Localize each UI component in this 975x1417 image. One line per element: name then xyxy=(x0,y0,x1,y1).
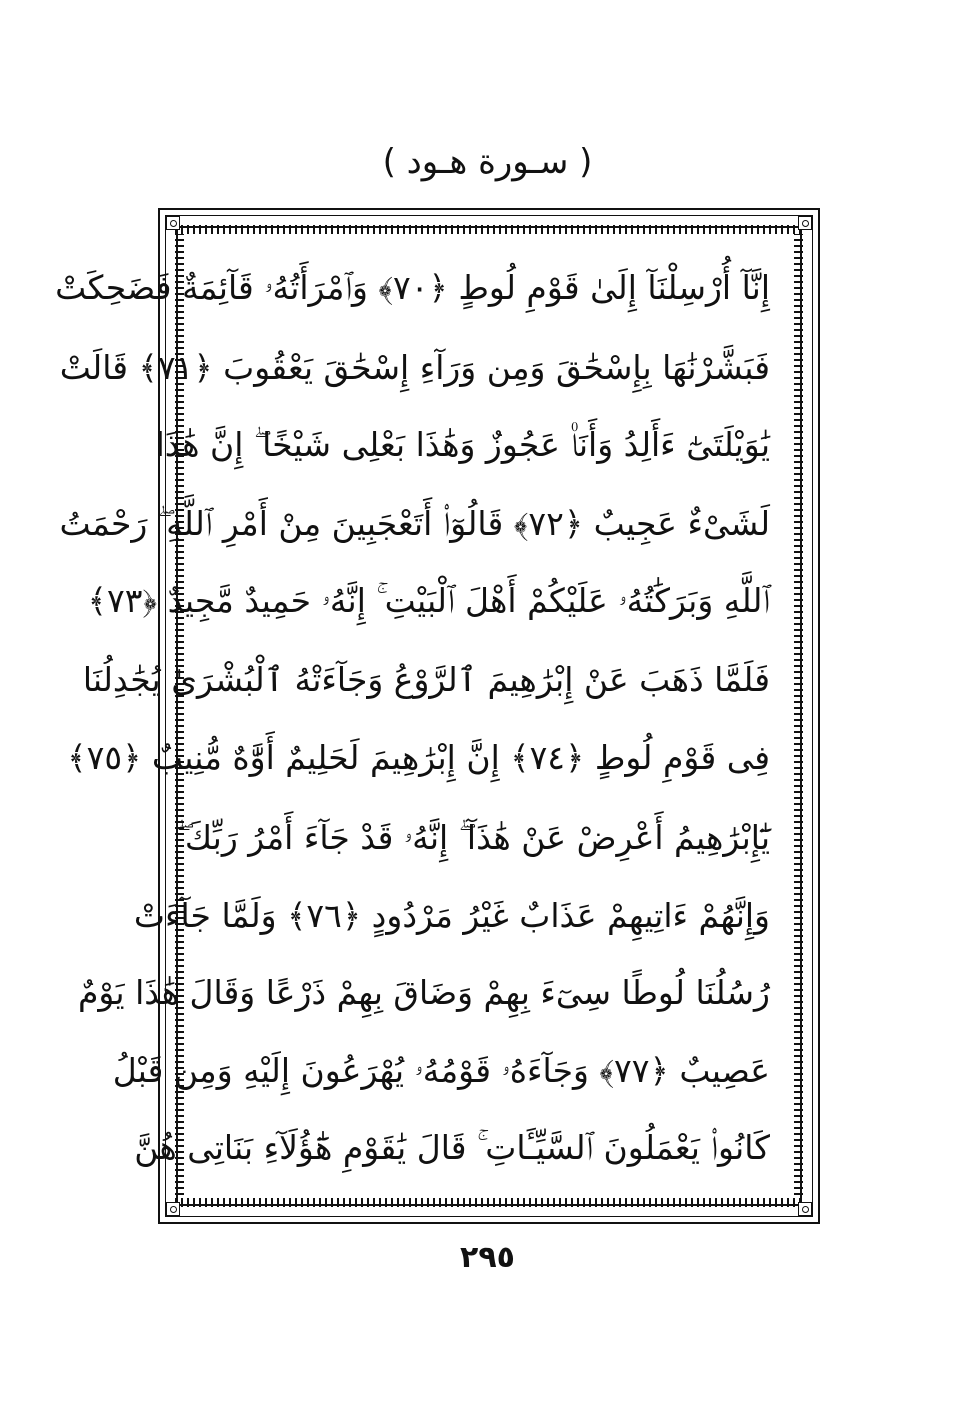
corner-ornament-icon xyxy=(798,1202,812,1216)
text-line: عَصِيبٌ ﴿٧٧﴾ وَجَآءَهُۥ قَوْمُهُۥ يُهْرَعُونَ إِلَيْهِ وَمِن قَبْلُ xyxy=(112,1051,770,1090)
text-line: ٱللَّهِ وَبَرَكَٰتُهُۥ عَلَيْكُمْ أَهْلَ ٱلْبَيْتِ ۚ إِنَّهُۥ حَمِيدٌ مَّجِيدٌ ﴿٧٣﴾ xyxy=(87,581,770,620)
corner-ornament-icon xyxy=(798,216,812,230)
page-number: ٢٩٥ xyxy=(460,1240,515,1275)
text-line: يَٰٓإِبْرَٰهِيمُ أَعْرِضْ عَنْ هَٰذَآ ۖ إِنَّهُۥ قَدْ جَآءَ أَمْرُ رَبِّكَ ۖ xyxy=(176,818,770,857)
text-line: فَبَشَّرْنَٰهَا بِإِسْحَٰقَ وَمِن وَرَآءِ إِسْحَٰقَ يَعْقُوبَ ﴿٧١﴾ قَالَتْ xyxy=(59,348,770,387)
text-line: إِنَّآ أُرْسِلْنَآ إِلَىٰ قَوْمِ لُوطٍ ﴿٧٠﴾ وَٱمْرَأَتُهُۥ قَآئِمَةٌ فَضَحِكَتْ xyxy=(55,268,770,307)
quran-text xyxy=(55,258,770,1188)
corner-ornament-icon xyxy=(166,216,180,230)
text-line: يَٰوَيْلَتَىٰٓ ءَأَلِدُ وَأَنَا۠ عَجُوزٌ وَهَٰذَا بَعْلِى شَيْخًا ۖ إِنَّ هَٰذَا xyxy=(155,425,770,464)
text-line: رُسُلُنَا لُوطًا سِىٓءَ بِهِمْ وَضَاقَ بِهِمْ ذَرْعًا وَقَالَ هَٰذَا يَوْمٌ xyxy=(77,973,770,1012)
text-line: لَشَىْءٌ عَجِيبٌ ﴿٧٢﴾ قَالُوٓا۟ أَتَعْجَبِينَ مِنْ أَمْرِ ٱللَّهِ ۖ رَحْمَتُ xyxy=(59,504,770,543)
text-line: فَلَمَّا ذَهَبَ عَنْ إِبْرَٰهِيمَ ٱلرَّوْعُ وَجَآءَتْهُ ٱلْبُشْرَىٰ يُجَٰدِلُنَا xyxy=(82,660,770,699)
surah-title: ( سـورة هـود ) xyxy=(382,142,593,182)
text-line: كَانُوا۟ يَعْمَلُونَ ٱلسَّيِّـَٔاتِ ۚ قَالَ يَٰقَوْمِ هَٰٓؤُلَآءِ بَنَاتِى هُنَّ xyxy=(134,1128,770,1167)
text-line: فِى قَوْمِ لُوطٍ ﴿٧٤﴾ إِنَّ إِبْرَٰهِيمَ لَحَلِيمٌ أَوَّٰهٌ مُّنِيبٌ ﴿٧٥﴾ xyxy=(67,738,770,777)
text-line: وَإِنَّهُمْ ءَاتِيهِمْ عَذَابٌ غَيْرُ مَرْدُودٍ ﴿٧٦﴾ وَلَمَّا جَآءَتْ xyxy=(133,896,770,935)
corner-ornament-icon xyxy=(166,1202,180,1216)
